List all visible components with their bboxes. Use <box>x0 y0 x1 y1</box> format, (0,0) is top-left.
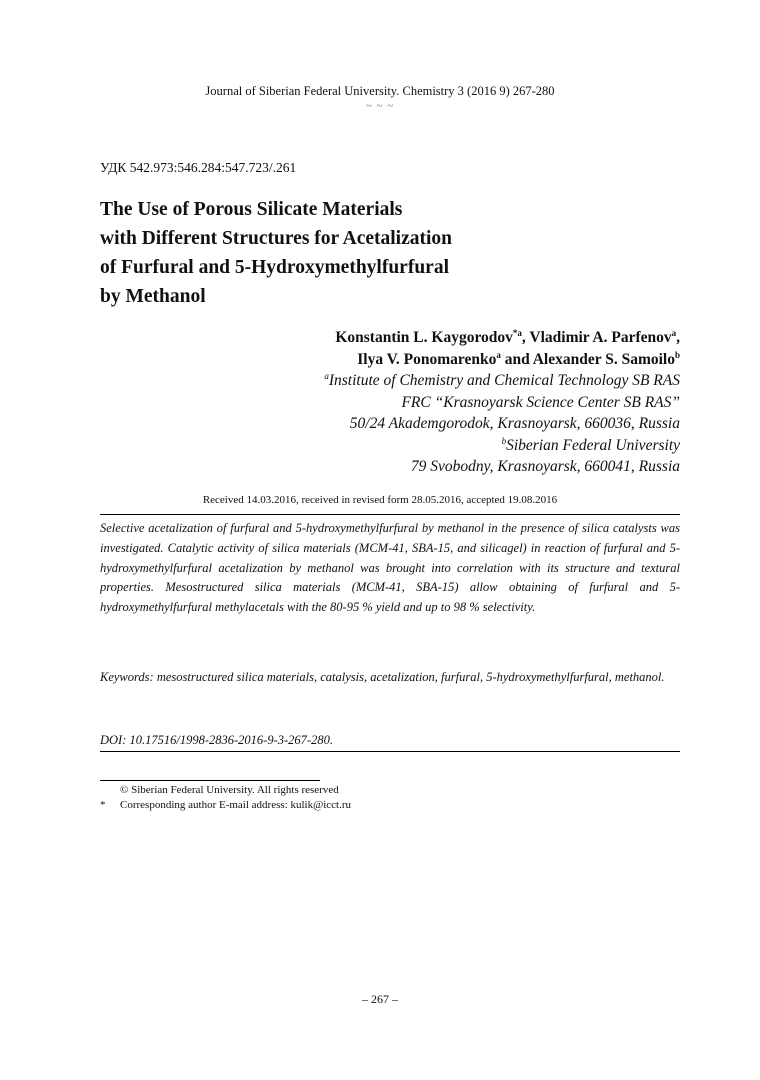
author-name: Vladimir A. Parfenov <box>529 329 672 346</box>
affiliation-text: Institute of Chemistry and Chemical Technology SB RAS <box>328 372 680 389</box>
footnote-mark: * <box>100 799 106 811</box>
affiliations <box>324 370 680 478</box>
author-name: Ilya V. Ponomarenko <box>357 350 497 368</box>
author-separator: , <box>521 329 530 346</box>
author-name: Konstantin L. Kaygorodov <box>335 329 513 346</box>
affiliation-line: FRC “Krasnoyarsk Science Center SB RAS” <box>401 393 680 411</box>
author-affil-mark: a <box>496 349 501 360</box>
received-dates: Received 14.03.2016, received in revised form 28.05.2016, accepted 19.08.2016 <box>202 494 558 506</box>
affil-mark: b <box>501 435 507 446</box>
corresponding-text: Corresponding author E-mail address: kulik@icct.ru <box>120 799 351 811</box>
header-ornament: ~ ~ ~ <box>365 100 395 112</box>
author-line <box>335 349 680 371</box>
footnote-rule <box>100 780 320 781</box>
author-name: Alexander S. Samoilo <box>532 350 675 368</box>
affiliation-line: 79 Svobodny, Krasnoyarsk, 660041, Russia <box>410 458 680 475</box>
title-line: of Furfural and 5-Hydroxymethylfurfural <box>100 257 450 278</box>
article-title <box>100 195 520 311</box>
title-line: with Different Structures for Acetalization <box>100 228 453 249</box>
doi-text: DOI: 10.17516/1998-2836-2016-9-3-267-280. <box>100 733 333 747</box>
keywords-text: Keywords: mesostructured silica materials, catalysis, acetalization, furfural, 5-hydroxymethylfurfural, methanol. <box>100 670 665 684</box>
abstract-text: Selective acetalization of furfural and 5-hydroxymethylfurfural by methanol in the presence of silica catalysts was investigated. Catalytic activity of silica materials (MCM-41, SBA-15, and silicagel) in reaction of furfural and 5-hydroxymethylfurfural acetalization by methanol was brought into correlation with its structure and textural properties. Mesostructured silica materials (MCM-41, SBA-15) allow obtaining of furfural and 5-hydroxymethylfurfural methylacetals with the 80-95 % yield and up to 98 % selectivity. <box>100 521 680 615</box>
abstract-bottom-rule <box>100 751 680 752</box>
footnotes <box>100 783 351 813</box>
title-line: The Use of Porous Silicate Materials <box>100 199 403 220</box>
title-line: by Methanol <box>100 286 206 307</box>
author-list <box>335 327 680 370</box>
author-line <box>335 327 680 349</box>
footnote-copyright <box>100 783 351 798</box>
abstract-top-rule <box>100 514 680 515</box>
journal-header: Journal of Siberian Federal University. Chemistry 3 (2016 9) 267-280 <box>205 84 555 98</box>
affiliation-line <box>324 435 680 457</box>
author-affil-mark: a <box>671 327 677 338</box>
copyright-text: © Siberian Federal University. All rights reserved <box>120 784 339 796</box>
affiliation-text: Siberian Federal University <box>506 436 680 454</box>
affiliation-line <box>324 370 680 392</box>
author-affil-mark: *a <box>512 327 522 338</box>
author-separator: and <box>500 350 533 368</box>
udc-code: УДК 542.973:546.284:547.723/.261 <box>100 160 297 175</box>
affiliation-line: 50/24 Akademgorodok, Krasnoyarsk, 660036, Russia <box>349 415 680 432</box>
author-affil-mark: b <box>674 349 680 360</box>
author-separator: , <box>676 329 680 346</box>
affil-mark: a <box>324 370 329 381</box>
page-number: – 267 – <box>362 992 398 1006</box>
footnote-corresponding <box>100 798 351 813</box>
